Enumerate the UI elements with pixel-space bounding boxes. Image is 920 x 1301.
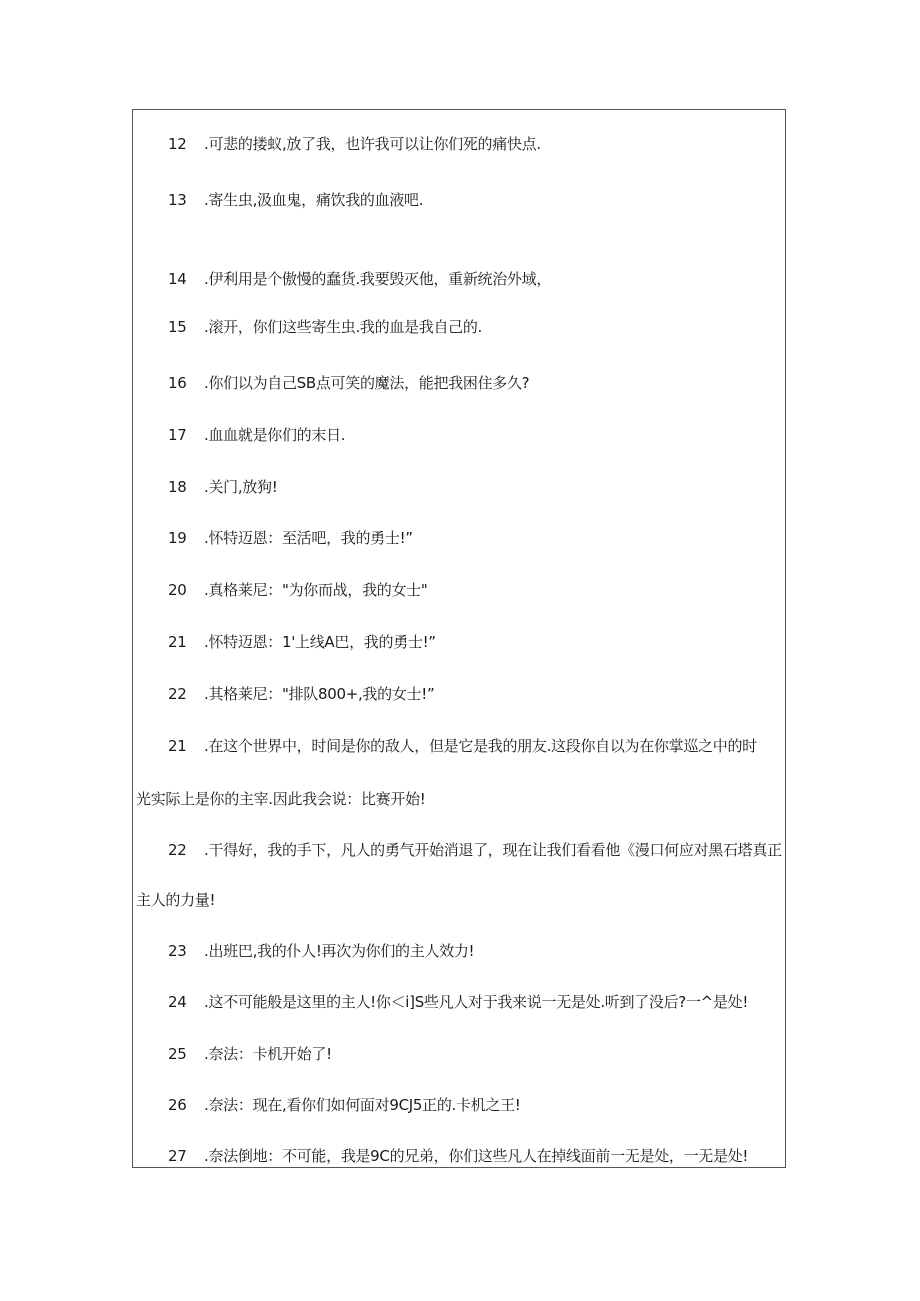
item-number: 27 (168, 1147, 187, 1165)
item-number: 21 (168, 633, 187, 651)
item-number: 19 (168, 529, 187, 547)
item-text: .寄生虫,汲血鬼，痛饮我的血液吧. (204, 191, 424, 209)
item-text: .血血就是你们的末日. (204, 426, 346, 444)
item-text: .怀特迈恩：至活吧，我的勇士!” (204, 529, 413, 547)
item-number: 14 (168, 270, 187, 288)
item-text: .关门,放狗! (204, 478, 278, 496)
item-number: 22 (168, 685, 187, 703)
item-number: 15 (168, 318, 187, 336)
list-item (168, 632, 436, 652)
item-number: 23 (168, 942, 187, 960)
item-number: 12 (168, 135, 187, 153)
item-number: 25 (168, 1045, 187, 1063)
item-text: .怀特迈恩：1'上线A巴，我的勇士!” (204, 633, 436, 651)
list-item (168, 992, 748, 1012)
item-text: .滚开，你们这些寄生虫.我的血是我自己的. (204, 318, 483, 336)
item-number: 16 (168, 374, 187, 392)
list-item (168, 528, 413, 548)
item-text: .你们以为自己SB点可笑的魔法，能把我困住多久? (204, 374, 530, 392)
list-item (168, 190, 423, 210)
item-text: .奈法：现在,看你们如何面对9CJ5正的.卡机之王! (204, 1096, 521, 1114)
list-item (168, 373, 529, 393)
item-number: 20 (168, 581, 187, 599)
list-item-continuation (136, 789, 425, 809)
item-text: .干得好，我的手下，凡人的勇气开始消退了，现在让我们看看他《漫口何应对黑石塔真正 (204, 841, 782, 859)
item-number: 17 (168, 426, 187, 444)
item-text: .可悲的搂蚁,放了我，也许我可以让你们死的痛快点. (204, 135, 541, 153)
list-item (168, 317, 482, 337)
list-item (168, 736, 757, 756)
item-text: .在这个世界中，时间是你的敌人，但是它是我的朋友.这段你自以为在你掌巡之中的时 (204, 737, 757, 755)
list-item (168, 684, 434, 704)
item-text: .奈法倒地：不可能，我是9C的兄弟，你们这些凡人在掉线面前一无是处，一无是处! (204, 1147, 749, 1165)
list-item (168, 580, 427, 600)
list-item (168, 269, 551, 289)
item-text: .其格莱尼："排队800+,我的女士!” (204, 685, 435, 703)
list-item (168, 134, 541, 154)
item-text: .伊利用是个傲慢的蠢货.我要毁灭他，重新统治外域， (204, 270, 552, 288)
list-item (168, 477, 277, 497)
list-item-continuation (136, 890, 215, 910)
list-item (168, 1095, 521, 1115)
item-number: 24 (168, 993, 187, 1011)
list-item (168, 425, 345, 445)
item-text: .真格莱尼："为你而战，我的女士" (204, 581, 428, 599)
list-item (168, 941, 474, 961)
list-item (168, 840, 782, 860)
item-number: 13 (168, 191, 187, 209)
list-item (168, 1146, 748, 1166)
item-number: 26 (168, 1096, 187, 1114)
item-text-continuation: 光实际上是你的主宰.因此我会说：比赛开始! (136, 790, 426, 808)
list-item (168, 1044, 332, 1064)
item-text: .出班巴,我的仆人!再次为你们的主人效力! (204, 942, 475, 960)
item-text: .这不可能般是这里的主人!你＜i]S些凡人对于我来说一无是处.听到了没后?一^是处! (204, 993, 749, 1011)
item-number: 22 (168, 841, 187, 859)
item-text: .奈法：卡机开始了! (204, 1045, 332, 1063)
item-text-continuation: 主人的力量! (136, 891, 216, 909)
item-number: 21 (168, 737, 187, 755)
item-number: 18 (168, 478, 187, 496)
